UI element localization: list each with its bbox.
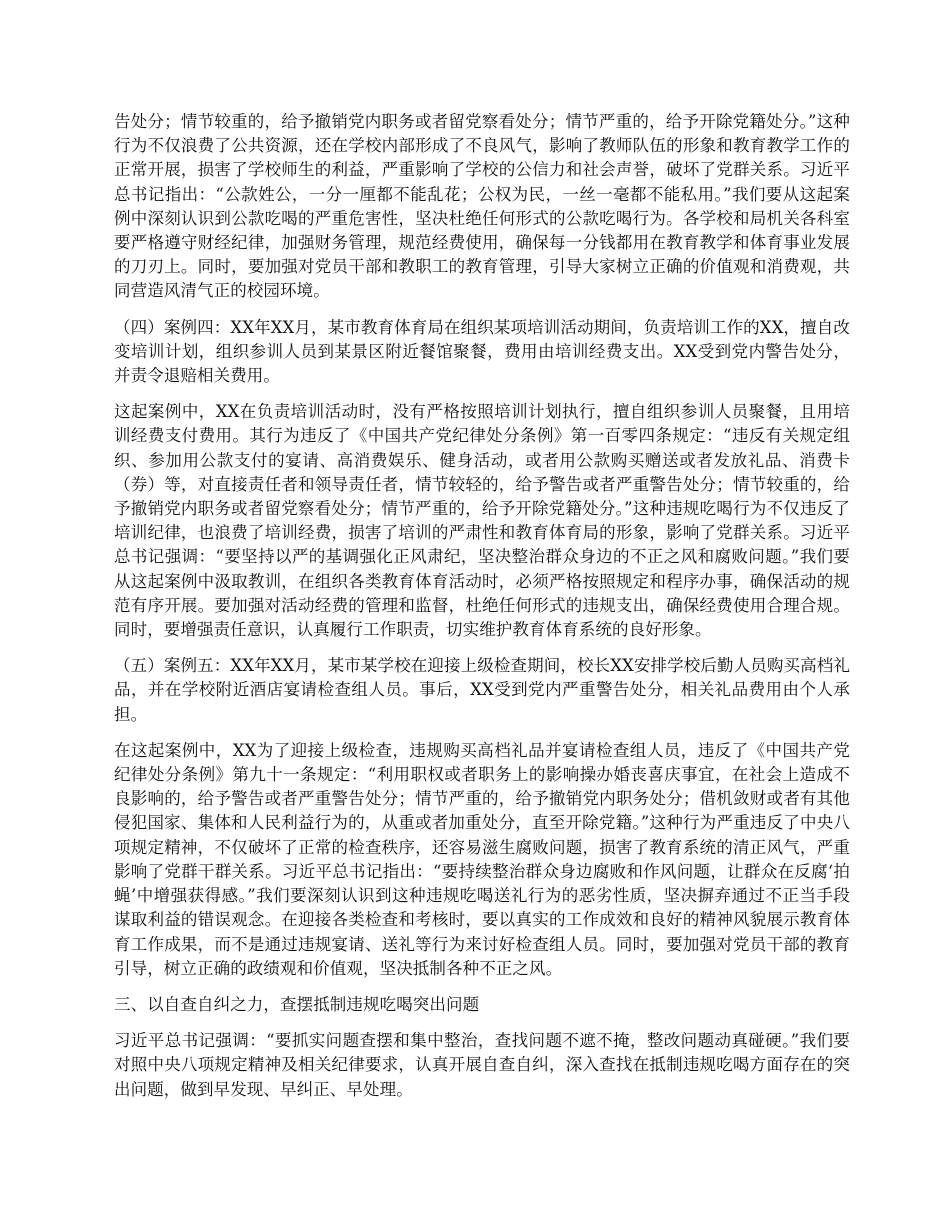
paragraph-case5-analysis: 在这起案例中，XX为了迎接上级检查，违规购买高档礼品并宴请检查组人员，违反了《中国共产党纪律处分条例》第九十一条规定：“利用职权或者职务上的影响操办婚丧喜庆事宜，在社会上造成不良影响的，给予警告或者严重警告处分；情节严重的，给予撤销党内职务处分；借机敛财或者有其他侵犯国家、集体和人民利益行为的，从重或者加重处分，直至开除党籍。”这种行为严重违反了中央八项规定精神，不仅破坏了正常的检查秩序，还容易滋生腐败问题，损害了教育系统的清正风气，严重影响了党群干群关系。习近平总书记指出：“要持续整治群众身边腐败和作风问题，让群众在反腐‘拍蝇’中增强获得感。”我们要深刻认识到这种违规吃喝送礼行为的恶劣性质，坚决摒弃通过不正当手段谋取利益的错误观念。在迎接各类检查和考核时，要以真实的工作成效和良好的精神风貌展示教育体育工作成果，而不是通过违规宴请、送礼等行为来讨好检查组人员。同时，要加强对党员干部的教育引导，树立正确的政绩观和价值观，坚决抵制各种不正之风。 (114, 740, 850, 978)
paragraph-case5: （五）案例五：XX年XX月，某市某学校在迎接上级检查期间，校长XX安排学校后勤人员购买高档礼品，并在学校附近酒店宴请检查组人员。事后，XX受到党内严重警告处分，相关礼品费用由个人承担。 (114, 656, 850, 724)
paragraph-case3-analysis: 告处分；情节较重的，给予撤销党内职务或者留党察看处分；情节严重的，给予开除党籍处分。”这种行为不仅浪费了公共资源，还在学校内部形成了不良风气，影响了教师队伍的形象和教育教学工作的正常开展，损害了学校师生的利益，严重影响了学校的公信力和社会声誉，破坏了党群关系。习近平总书记指出：“公款姓公，一分一厘都不能乱花；公权为民，一丝一毫都不能私用。”我们要从这起案例中深刻认识到公款吃喝的严重危害性，坚决杜绝任何形式的公款吃喝行为。各学校和局机关各科室要严格遵守财经纪律，加强财务管理，规范经费使用，确保每一分钱都用在教育教学和体育事业发展的刀刃上。同时，要加强对党员干部和教职工的教育管理，引导大家树立正确的价值观和消费观，共同营造风清气正的校园环境。 (114, 112, 850, 301)
document-page (114, 110, 850, 1114)
paragraph-case4: （四）案例四：XX年XX月，某市教育体育局在组织某项培训活动期间，负责培训工作的XX，擅自改变培训计划，组织参训人员到某景区附近餐馆聚餐，费用由培训经费支出。XX受到党内警告处分，并责令退赔相关费用。 (114, 317, 850, 386)
paragraph-case4-analysis: 这起案例中，XX在负责培训活动时，没有严格按照培训计划执行，擅自组织参训人员聚餐，且用培训经费支付费用。其行为违反了《中国共产党纪律处分条例》第一百零四条规定：“违反有关规定组织、参加用公款支付的宴请、高消费娱乐、健身活动，或者用公款购买赠送或者发放礼品、消费卡（券）等，对直接责任者和领导责任者，情节较轻的，给予警告或者严重警告处分；情节较重的，给予撤销党内职务或者留党察看处分；情节严重的，给予开除党籍处分。”这种违规吃喝行为不仅违反了培训纪律，也浪费了培训经费，损害了培训的严肃性和教育体育局的形象，影响了党群关系。习近平总书记强调：“要坚持以严的基调强化正风肃纪，坚决整治群众身边的不正之风和腐败问题。”我们要从这起案例中汲取教训，在组织各类教育体育活动时，必须严格按照规定和程序办事，确保活动的规范有序开展。要加强对活动经费的管理和监督，杜绝任何形式的违规支出，确保经费使用合理合规。同时，要增强责任意识，认真履行工作职责，切实维护教育体育系统的良好形象。 (114, 402, 850, 640)
paragraph-self-inspection: 习近平总书记强调：“要抓实问题查摆和集中整治，查找问题不遮不掩，整改问题动真碰硬。”我们要对照中央八项规定精神及相关纪律要求，认真开展自查自纠，深入查找在抵制违规吃喝方面存在的突出问题，做到早发现、早纠正、早处理。 (114, 1031, 850, 1099)
section-heading-3: 三、以自查自纠之力，查摆抵制违规吃喝突出问题 (114, 994, 480, 1014)
